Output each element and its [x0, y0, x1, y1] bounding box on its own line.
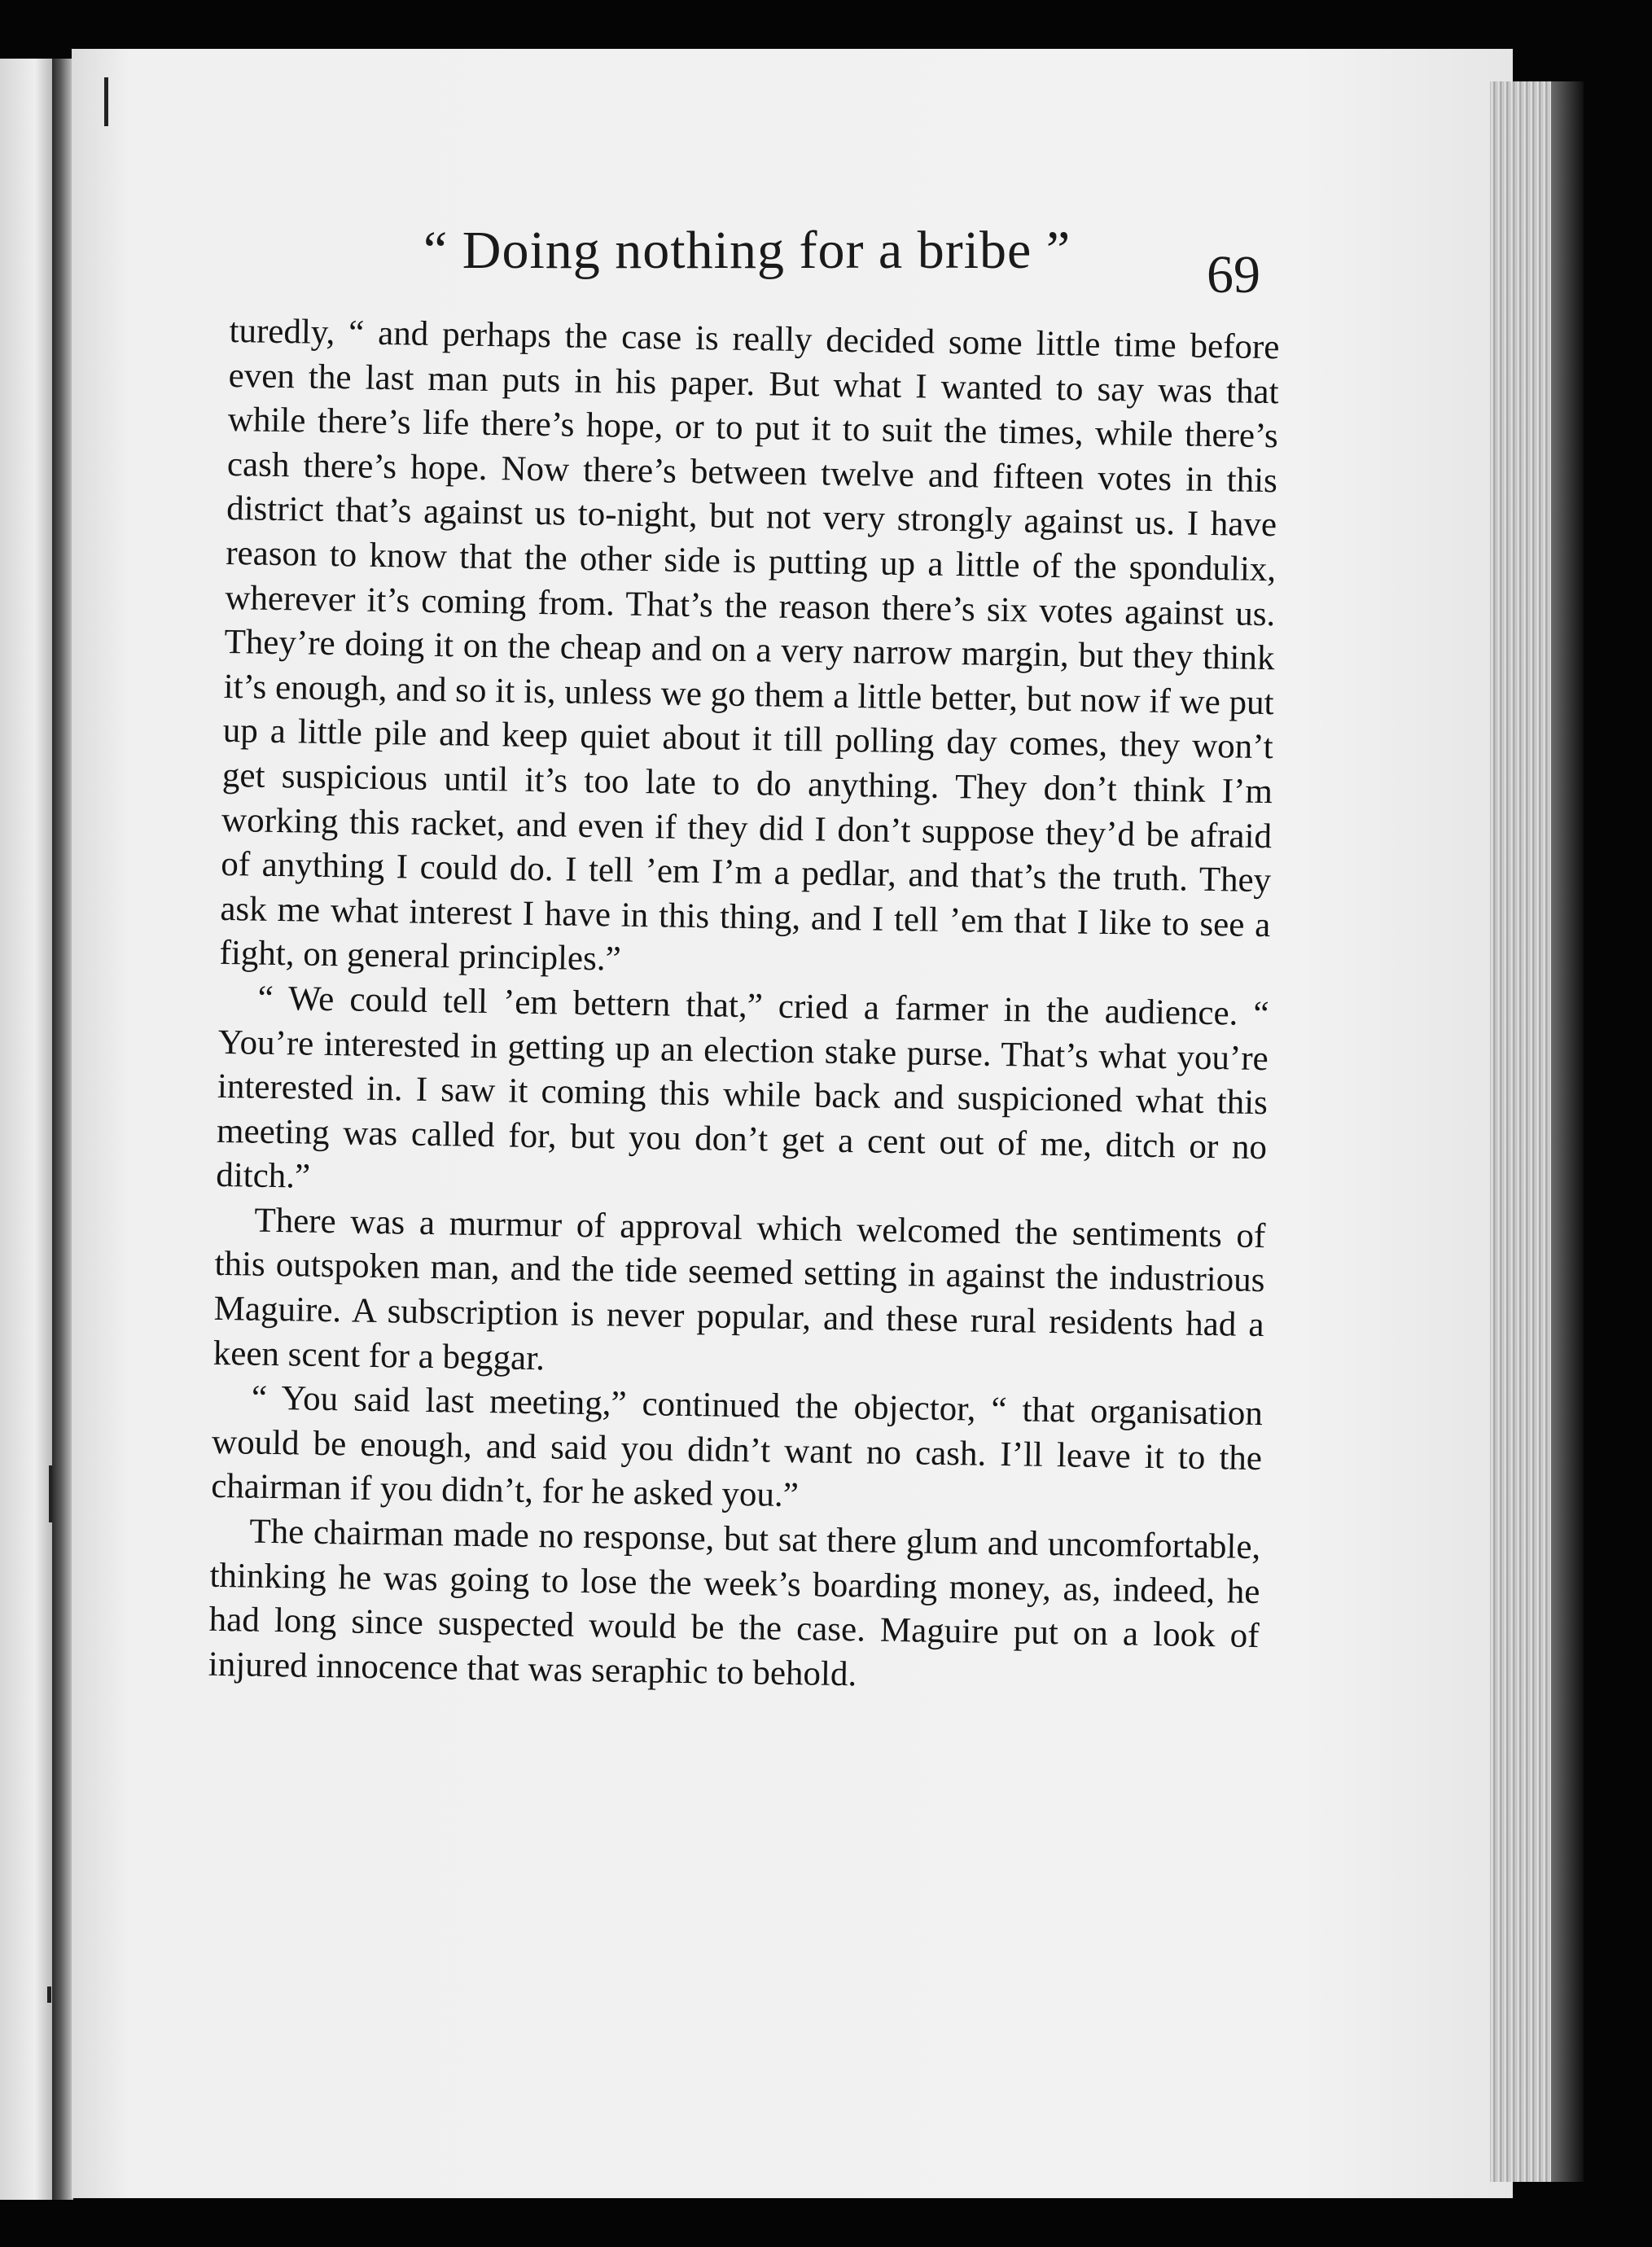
- scan-mark: [49, 1465, 52, 1522]
- page-stack-shadow: [1551, 81, 1584, 2182]
- running-head: “ Doing nothing for a bribe ”: [423, 221, 1071, 280]
- scan-mark: [47, 1986, 51, 2003]
- page-number: 69: [1207, 245, 1260, 304]
- paragraph: “ You said last meeting,” continued the objector, “ that organisation would be enough, and said you didn’t want no cash. I’ll leave it to the chairman if you didn’t, for he asked you.”: [210, 1378, 1264, 1515]
- gutter-shadow: [52, 59, 73, 2200]
- paragraph: “ We could tell ’em bettern that,” cried a farmer in the audience. “ You’re interested in getting up an election stake purse. That’s what you’re interested in. I saw it coming this while back and suspicioned what this meeting was called for, but you don’t get a cent out of me, ditch or no ditch.”: [215, 979, 1269, 1196]
- paragraph: There was a murmur of approval which welcomed the sentiments of this outspoken man, and the tide seemed setting in against the industrious Maguire. A subscription is never popular, and these rural residents had a keen scent for a beggar.: [213, 1201, 1266, 1378]
- scan-mark: [104, 77, 108, 126]
- paragraph: turedly, “ and perhaps the case is really decided some little time before even the last man puts in his paper. But what I wanted to say was that while there’s life there’s hope, or to put it to suit the times, while there’s cash there’s hope. Now there’s between twelve and fifteen votes in this district that’s against us to-night, but not very strongly against us. I have reason to know that the other side is putting up a little of the spondulix, wherever it’s coming from. That’s the reason there’s six votes against us. They’re doing it on the cheap and on a very narrow margin, but they think it’s enough, and so it is, unless we go them a little better, but now if we put up a little pile and keep quiet about it till polling day comes, they won’t get suspicious until it’s too late to do anything. They don’t think I’m working this racket, and even if they did I don’t suppose they’d be afraid of anything I could do. I tell ’em I’m a pedlar, and that’s the truth. They ask me what interest I have in this thing, and I tell ’em that I like to see a fight, on general principles.”: [219, 311, 1280, 979]
- paragraph: The chairman made no response, but sat there glum and uncomfortable, thinking he was going to lose the week’s boarding money, as, indeed, he had long since suspected would be the case. Maguire put on a look of injured innocence that was seraphic to behold.: [208, 1512, 1261, 1694]
- body-text: [208, 309, 1279, 1703]
